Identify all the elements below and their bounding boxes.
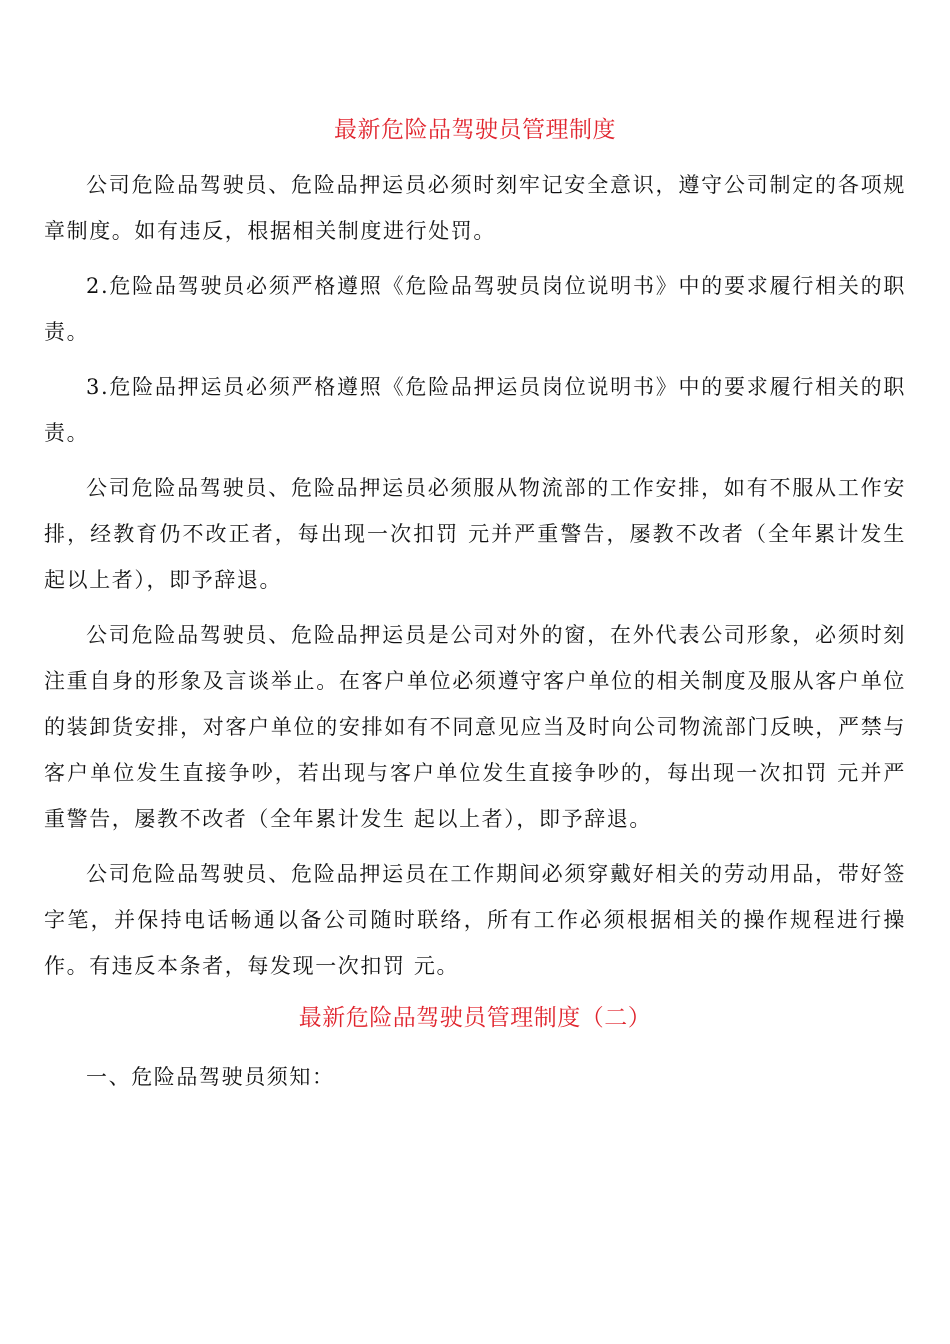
paragraph-4: 公司危险品驾驶员、危险品押运员必须服从物流部的工作安排，如有不服从工作安排，经教育仍不改正者，每出现一次扣罚 元并严重警告，屡教不改者（全年累计发生 起以上者），即予辞退。 (44, 476, 906, 592)
document-page (44, 110, 906, 1109)
paragraph-6: 公司危险品驾驶员、危险品押运员在工作期间必须穿戴好相关的劳动用品，带好签字笔，并保持电话畅通以备公司随时联络，所有工作必须根据相关的操作规程进行操作。有违反本条者，每发现一次扣罚 元。 (44, 862, 906, 978)
section-heading: 一、危险品驾驶员须知： (86, 1065, 335, 1089)
paragraph-5: 公司危险品驾驶员、危险品押运员是公司对外的窗，在外代表公司形象，必须时刻注重自身的形象及言谈举止。在客户单位必须遵守客户单位的相关制度及服从客户单位的装卸货安排，对客户单位的安排如有不同意见应当及时向公司物流部门反映，严禁与客户单位发生直接争吵，若出现与客户单位发生直接争吵的，每出现一次扣罚 元并严重警告，屡教不改者（全年累计发生 起以上者），即予辞退。 (44, 623, 906, 831)
document-title: 最新危险品驾驶员管理制度 (334, 117, 616, 143)
paragraph-2: 2.危险品驾驶员必须严格遵照《危险品驾驶员岗位说明书》中的要求履行相关的职责。 (44, 274, 906, 344)
section-title: 最新危险品驾驶员管理制度（二） (298, 1005, 652, 1031)
paragraph-1: 公司危险品驾驶员、危险品押运员必须时刻牢记安全意识，遵守公司制定的各项规章制度。如有违反，根据相关制度进行处罚。 (44, 173, 906, 243)
paragraph-3: 3.危险品押运员必须严格遵照《危险品押运员岗位说明书》中的要求履行相关的职责。 (44, 375, 906, 445)
